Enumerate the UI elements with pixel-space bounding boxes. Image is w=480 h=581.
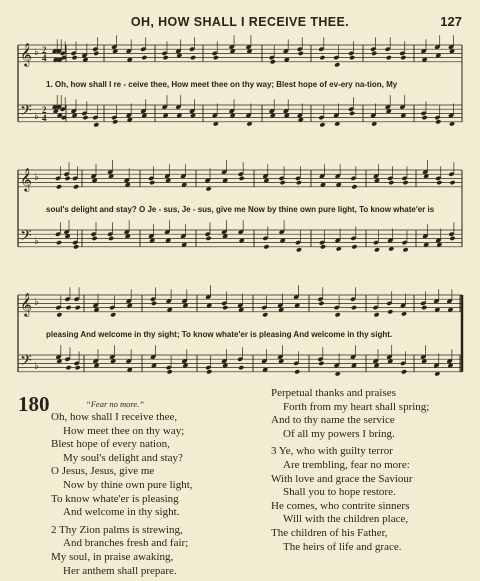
note-head — [298, 51, 304, 56]
note-head — [167, 369, 173, 374]
note-head — [206, 236, 212, 241]
note-head — [112, 119, 118, 124]
verse-1-line-6: Now by thine own pure light, — [63, 478, 193, 491]
note-head — [349, 55, 355, 60]
verse-2-line-3: My soul, in praise awaking, — [51, 550, 174, 563]
verse-3-line-8: The heirs of life and grace. — [283, 540, 402, 553]
verse-3-line-2: Are trembling, fear no more: — [283, 458, 410, 471]
verse-2-line-1: 2 Thy Zion palms is strewing, — [51, 523, 183, 536]
time-signature-bottom: 4 — [42, 113, 47, 123]
hymn-number: 180 — [18, 392, 50, 416]
verse-1-line-4: My soul's delight and stay? — [63, 451, 183, 464]
note-head — [449, 236, 455, 241]
note-head — [294, 369, 300, 374]
note-head — [93, 51, 99, 56]
note-head — [190, 55, 196, 60]
note-head — [296, 247, 302, 252]
verse-3-line-5: He comes, who contrite sinners — [271, 499, 410, 512]
treble-clef-icon: 𝄞 — [20, 42, 32, 66]
note-head — [222, 305, 228, 310]
note-head — [56, 240, 62, 245]
note-head — [320, 244, 326, 249]
verse-1-line-3: Blest hope of every nation, — [51, 438, 170, 451]
note-head — [351, 305, 357, 310]
verse-1-line-7: To know whate'er is pleasing — [51, 492, 179, 505]
verse-column-right — [271, 387, 429, 554]
verse-1-line-1: Oh, how shall I receive thee, — [51, 411, 178, 423]
tune-note: “Fear no more.” — [86, 399, 145, 409]
verse-1-line-2: How meet thee on thy way; — [63, 424, 185, 437]
note-head — [374, 247, 380, 252]
note-head — [141, 55, 147, 60]
note-head — [92, 236, 98, 241]
note-head — [386, 55, 392, 60]
note-head — [349, 111, 355, 116]
verse-2-line-2: And branches fresh and fair; — [63, 537, 189, 550]
note-head — [64, 176, 70, 181]
time-signature-top: 2 — [42, 105, 47, 115]
verse-column-left — [51, 411, 193, 578]
note-head — [400, 55, 406, 60]
verse-3-line-4: Shall you to hope restore. — [283, 486, 396, 499]
note-head — [65, 305, 71, 310]
bass-clef-icon: 𝄢 — [20, 227, 32, 248]
note-head — [402, 247, 408, 252]
note-head — [93, 122, 99, 127]
verse-3-line-6: Will with the children place, — [283, 513, 409, 526]
note-head — [387, 309, 393, 314]
note-head — [436, 180, 442, 185]
verse-1-line-5: O Jesus, Jesus, give me — [51, 465, 155, 478]
note-head — [73, 184, 79, 189]
note-head — [262, 312, 268, 317]
note-head — [318, 301, 324, 306]
verse-2-cont-line-2: Forth from my heart shall spring; — [283, 400, 430, 413]
note-head — [374, 312, 380, 317]
flat-icon: ♭ — [34, 111, 39, 122]
note-head — [335, 312, 341, 317]
note-head — [206, 369, 212, 374]
note-head — [318, 361, 324, 366]
verse-3-line-1: 3 Ye, who with guilty terror — [271, 445, 393, 458]
note-head — [151, 301, 157, 306]
treble-clef-icon: 𝄞 — [20, 292, 32, 316]
note-head — [334, 62, 340, 67]
note-head — [263, 244, 269, 249]
flat-icon: ♭ — [34, 361, 39, 372]
note-head — [65, 365, 71, 370]
note-head — [422, 115, 428, 120]
page-number: 127 — [440, 14, 462, 29]
note-head — [149, 180, 155, 185]
lyrics-system-2: soul's delight and stay? O Je - sus, Je - sus, give me Now by thine own pure light, To know whate'er is — [46, 205, 435, 214]
note-head — [239, 176, 245, 181]
note-head — [108, 236, 114, 241]
verse-2-cont-line-3: And to thy name the service — [271, 414, 395, 427]
note-head — [319, 122, 325, 127]
verse-2-line-4: Her anthem shall prepare. — [63, 564, 177, 577]
note-head — [449, 180, 455, 185]
note-head — [388, 180, 394, 185]
note-head — [82, 115, 88, 120]
page-title: OH, HOW SHALL I RECEIVE THEE. — [130, 15, 350, 29]
bass-clef-icon: 𝄢 — [20, 352, 32, 373]
verse-1-line-8: And welcome in thy sight. — [63, 506, 180, 519]
flat-icon: ♭ — [34, 297, 39, 308]
note-head — [56, 312, 62, 317]
lyrics-system-3: pleasing And welcome in thy sight; To know whate'er is pleasing And welcome in thy sight. — [46, 330, 393, 339]
time-signature-bottom: 4 — [42, 53, 47, 63]
note-head — [296, 180, 302, 185]
flat-icon: ♭ — [34, 172, 39, 183]
note-head — [110, 312, 116, 317]
note-head — [280, 180, 286, 185]
note-head — [421, 305, 427, 310]
note-head — [75, 305, 81, 310]
treble-clef-icon: 𝄞 — [20, 167, 32, 191]
verse-3-line-3: With love and grace the Saviour — [271, 472, 413, 485]
note-head — [319, 55, 325, 60]
note-head — [72, 55, 78, 60]
note-head — [401, 369, 407, 374]
note-head — [238, 365, 244, 370]
time-signature-top: 2 — [42, 45, 47, 55]
note-head — [56, 184, 62, 189]
note-head — [351, 184, 357, 189]
verse-3-line-7: The children of his Father, — [271, 526, 388, 539]
note-head — [73, 244, 79, 249]
note-head — [371, 51, 377, 56]
note-head — [75, 365, 81, 370]
flat-icon: ♭ — [34, 236, 39, 247]
lyrics-system-1: 1. Oh, how shall I re - ceive thee, How meet thee on thy way; Blest hope of ev-ery na-tion, My — [46, 80, 398, 89]
note-head — [270, 59, 276, 64]
note-head — [351, 244, 357, 249]
note-head — [213, 55, 219, 60]
note-head — [163, 55, 169, 60]
note-head — [435, 119, 441, 124]
verse-2-cont-line-1: Perpetual thanks and praises — [271, 387, 396, 399]
flat-icon: ♭ — [34, 47, 39, 58]
bass-clef-icon: 𝄢 — [20, 102, 32, 123]
note-head — [402, 180, 408, 185]
verse-2-cont-line-4: Of all my powers I bring. — [283, 427, 395, 440]
